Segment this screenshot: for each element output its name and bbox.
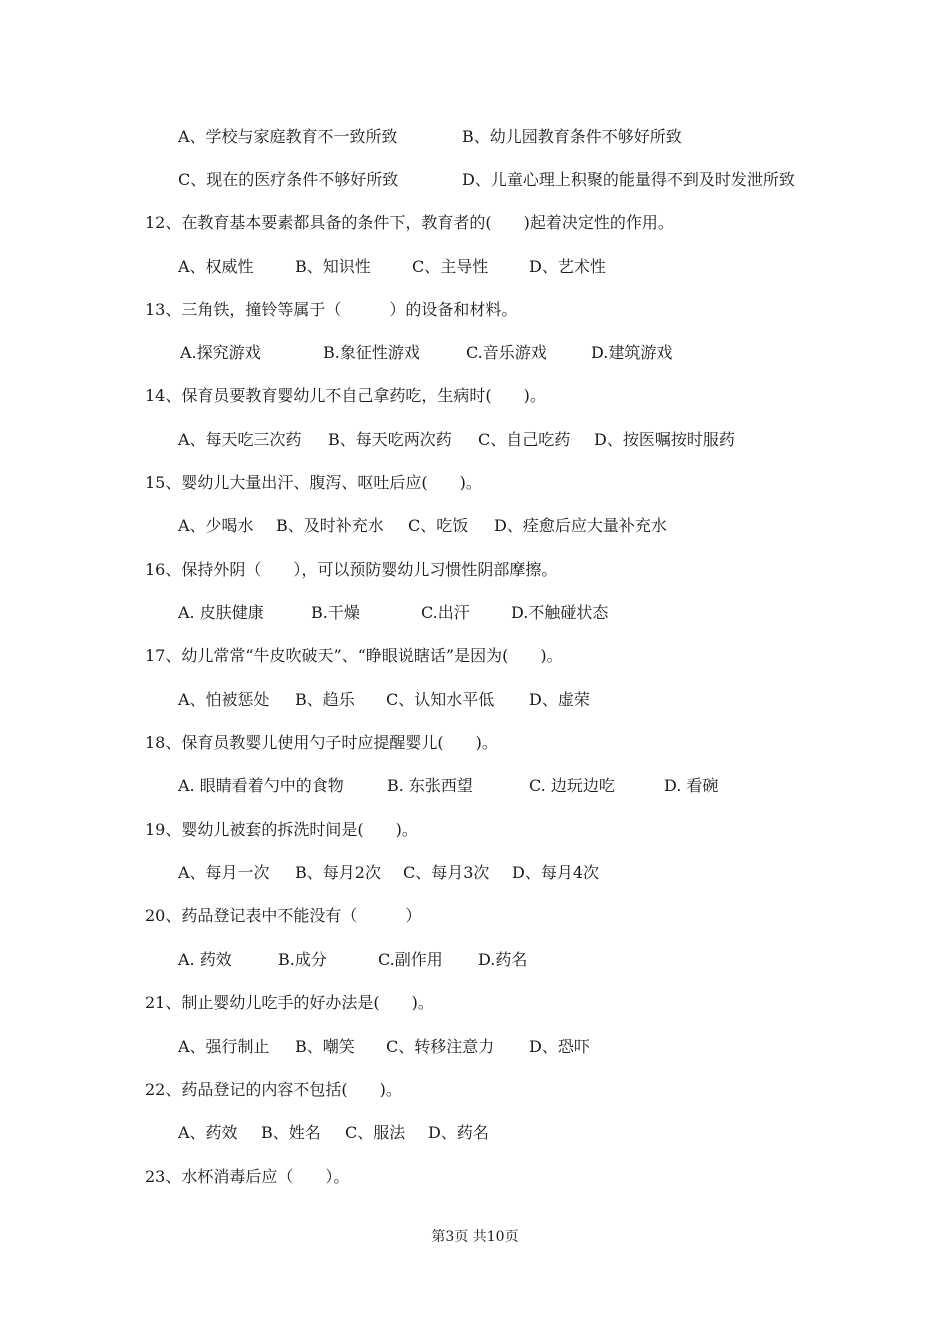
option-a: A、学校与家庭教育不一致所致 (178, 127, 398, 146)
option-b: B.象征性游戏 (323, 343, 420, 362)
option-b: B、幼儿园教育条件不够好所致 (462, 127, 682, 146)
question-14: 14、保育员要教育婴幼儿不自己拿药吃，生病时( )。 (145, 386, 546, 405)
option-d: D、按医嘱按时服药 (594, 430, 735, 449)
option-d: D.药名 (478, 950, 528, 969)
question-23: 23、水杯消毒后应（ ）。 (145, 1167, 350, 1186)
option-d: D. 看碗 (664, 776, 719, 795)
option-c: C、转移注意力 (386, 1037, 495, 1056)
option-d: D、恐吓 (529, 1037, 590, 1056)
option-c: C.出汗 (421, 603, 470, 622)
option-b: B、及时补充水 (276, 516, 384, 535)
option-a: A、少喝水 (178, 516, 254, 535)
question-19: 19、婴幼儿被套的拆洗时间是( )。 (145, 820, 418, 839)
option-d: D.不触碰状态 (511, 603, 609, 622)
page-footer: 第3页 共10页 (431, 1229, 519, 1245)
option-d: D、艺术性 (529, 257, 606, 276)
question-18: 18、保育员教婴儿使用勺子时应提醒婴儿( )。 (145, 733, 498, 752)
option-b: B、趋乐 (295, 690, 355, 709)
option-b: B、嘲笑 (295, 1037, 355, 1056)
option-a: A、权威性 (178, 257, 254, 276)
option-c: C、现在的医疗条件不够好所致 (178, 170, 399, 189)
option-d: D、痊愈后应大量补充水 (494, 516, 667, 535)
option-d: D、儿童心理上积聚的能量得不到及时发泄所致 (462, 170, 795, 189)
option-a: A. 眼睛看着勺中的食物 (178, 776, 344, 795)
option-b: B.干燥 (311, 603, 360, 622)
option-b: B、知识性 (295, 257, 371, 276)
question-12: 12、在教育基本要素都具备的条件下，教育者的( )起着决定性的作用。 (145, 213, 674, 232)
option-c: C.音乐游戏 (466, 343, 547, 362)
option-a: A.探究游戏 (180, 343, 261, 362)
question-16: 16、保持外阴（ ），可以预防婴幼儿习惯性阴部摩擦。 (145, 560, 558, 579)
option-d: D.建筑游戏 (591, 343, 673, 362)
option-c: C、吃饭 (408, 516, 469, 535)
option-a: A. 皮肤健康 (178, 603, 264, 622)
option-b: B、每月2次 (295, 863, 381, 882)
option-d: D、虚荣 (529, 690, 590, 709)
option-c: C、认知水平低 (386, 690, 495, 709)
option-b: B、姓名 (261, 1123, 321, 1142)
option-b: B、每天吃两次药 (328, 430, 452, 449)
option-c: C、主导性 (412, 257, 489, 276)
question-15: 15、婴幼儿大量出汗、腹泻、呕吐后应( )。 (145, 473, 482, 492)
option-a: A、每月一次 (178, 863, 270, 882)
option-d: D、药名 (428, 1123, 489, 1142)
option-c: C、自己吃药 (478, 430, 571, 449)
option-a: A、强行制止 (178, 1037, 270, 1056)
option-c: C.副作用 (378, 950, 443, 969)
option-a: A、每天吃三次药 (178, 430, 302, 449)
question-17: 17、幼儿常常“牛皮吹破天”、“睁眼说瞎话”是因为( )。 (145, 646, 563, 665)
option-c: C. 边玩边吃 (529, 776, 615, 795)
option-a: A、怕被惩处 (178, 690, 270, 709)
option-b: B.成分 (278, 950, 327, 969)
option-d: D、每月4次 (512, 863, 600, 882)
question-22: 22、药品登记的内容不包括( )。 (145, 1080, 402, 1099)
question-21: 21、制止婴幼儿吃手的好办法是( )。 (145, 993, 434, 1012)
option-b: B. 东张西望 (387, 776, 473, 795)
question-20: 20、药品登记表中不能没有（ ） (145, 906, 422, 925)
option-a: A、药效 (178, 1123, 238, 1142)
option-c: C、每月3次 (403, 863, 490, 882)
option-a: A. 药效 (178, 950, 232, 969)
question-13: 13、三角铁，撞铃等属于（ ）的设备和材料。 (145, 300, 518, 319)
option-c: C、服法 (345, 1123, 406, 1142)
